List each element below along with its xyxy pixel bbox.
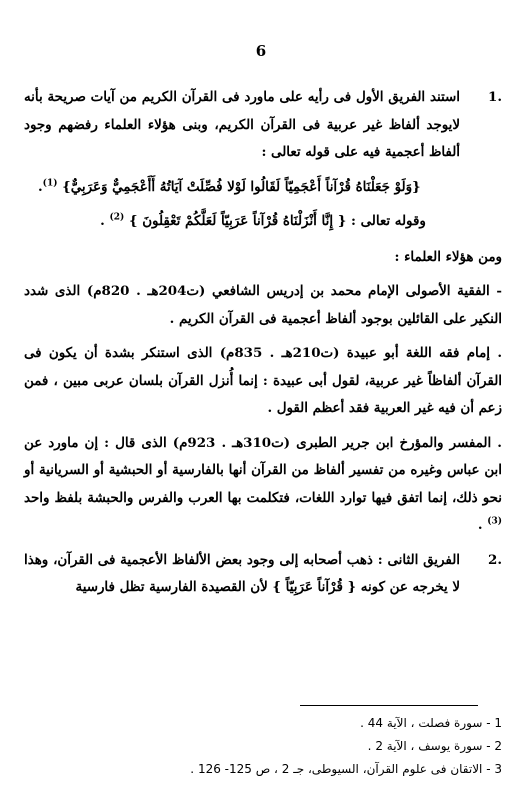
footnote-ref: (1) xyxy=(42,178,58,189)
paragraph-text: استند الفريق الأول فى رأيه على ماورد فى القرآن الكريم من آيات صريحة بأنه لايوجد ألفاظ غير عربية فى القرآن الكريم، وبنى هؤلاء العلماء رفضهم وجود ألفاظ أعجمية فيه على قوله تعالى : xyxy=(24,89,460,160)
footnote-1: 1 - سورة فصلت ، الآية 44 . xyxy=(360,716,502,730)
footnote-ref: (2) xyxy=(109,212,125,223)
paragraph-1 xyxy=(24,84,502,167)
paragraph-number: 1. xyxy=(488,89,502,105)
footnote-ref: (3) xyxy=(487,516,502,527)
paragraph-text: . المفسر والمؤرخ ابن جرير الطبرى (ت310هـ . 923م) الذى قال : إن ماورد عن ابن عباس وغيره من تفسير ألفاظ من القرآن أنها بالفارسية أو الحبشية أو السريانية أو نحو ذلك، إنما اتفق فيها توارد اللغات، فتكلمت بها العرب والفرس والحبشة بلفظ واحد xyxy=(24,434,502,506)
section-heading: ومن هؤلاء العلماء : xyxy=(394,248,502,265)
quran-verse-2: وقوله تعالى : { إِنَّا أَنْزَلْنَاهُ قُرْآناً عَرَبِيّاً لَعَلَّكُمْ تَعْقِلُونَ } $^{(2)}$ . xyxy=(100,212,426,229)
paragraph-shafii: - الفقية الأصولى الإمام محمد بن إدريس الشافعي (ت204هـ . 820م) الذى شدد النكير على القائلين بوجود ألفاظ أعجمية فى القرآن الكريم . xyxy=(24,283,502,327)
paragraph-number: 2. xyxy=(488,551,502,568)
footnotes xyxy=(24,712,502,781)
paragraph-abu-ubayda: . إمام فقه اللغة أبو عبيدة (ت210هـ . 835م) الذى استنكر بشدة أن يكون فى القرآن ألفاظاً غير عربية، لقول أبى عبيدة : إنما أُنزل القرآن بلسان عربى مبين ، فمن زعم أن فيه غير العربية فقد أعظم القول . xyxy=(24,345,502,416)
quran-verse-1: {وَلَوْ جَعَلْنَاهُ قُرْآناً أَعْجَمِيّاً لَقَالُوا لَوْلا فُصِّلَتْ آيَاتُهُ أَأَعْجَمِيٌّ وَعَرَبِيٌّ} $^{(1)}$. xyxy=(38,178,421,195)
page-number: 6 xyxy=(255,42,267,60)
footnote-3: 3 - الاتقان فى علوم القرآن، السيوطى، جـ 2 ، ص 125- 126 . xyxy=(190,762,502,776)
paragraph-2 xyxy=(24,547,502,602)
footnote-2: 2 - سورة يوسف ، الآية 2 . xyxy=(367,739,502,753)
verse-text: {وَلَوْ جَعَلْنَاهُ قُرْآناً أَعْجَمِيّاً لَقَالُوا لَوْلا فُصِّلَتْ آيَاتُهُ أَأَعْجَمِيٌّ وَعَرَبِيٌّ} xyxy=(62,178,421,195)
paragraph-tabari: . المفسر والمؤرخ ابن جرير الطبرى (ت310هـ . 923م) الذى قال : إن ماورد عن ابن عباس وغيره من تفسير ألفاظ من القرآن أنها بالفارسية أو الحبشية أو السريانية أو نحو ذلك، إنما اتفق فيها توارد اللغات، فتكلمت بها العرب والفرس والحبشة بلفظ واحد $^{(3)}$ . xyxy=(24,434,502,533)
footnote-separator xyxy=(300,705,478,706)
verse-text: وقوله تعالى : { إِنَّا أَنْزَلْنَاهُ قُرْآناً عَرَبِيّاً لَعَلَّكُمْ تَعْقِلُونَ } xyxy=(128,213,426,229)
body-text xyxy=(24,84,502,602)
paragraph-text: الفريق الثانى : ذهب أصحابه إلى وجود بعض الألفاظ الأعجمية فى القرآن، وهذا لا يخرجه عن كونه { قُرْآناً عَرَبِيّاً } لأن القصيدة الفارسية تظل فارسية xyxy=(24,551,460,595)
